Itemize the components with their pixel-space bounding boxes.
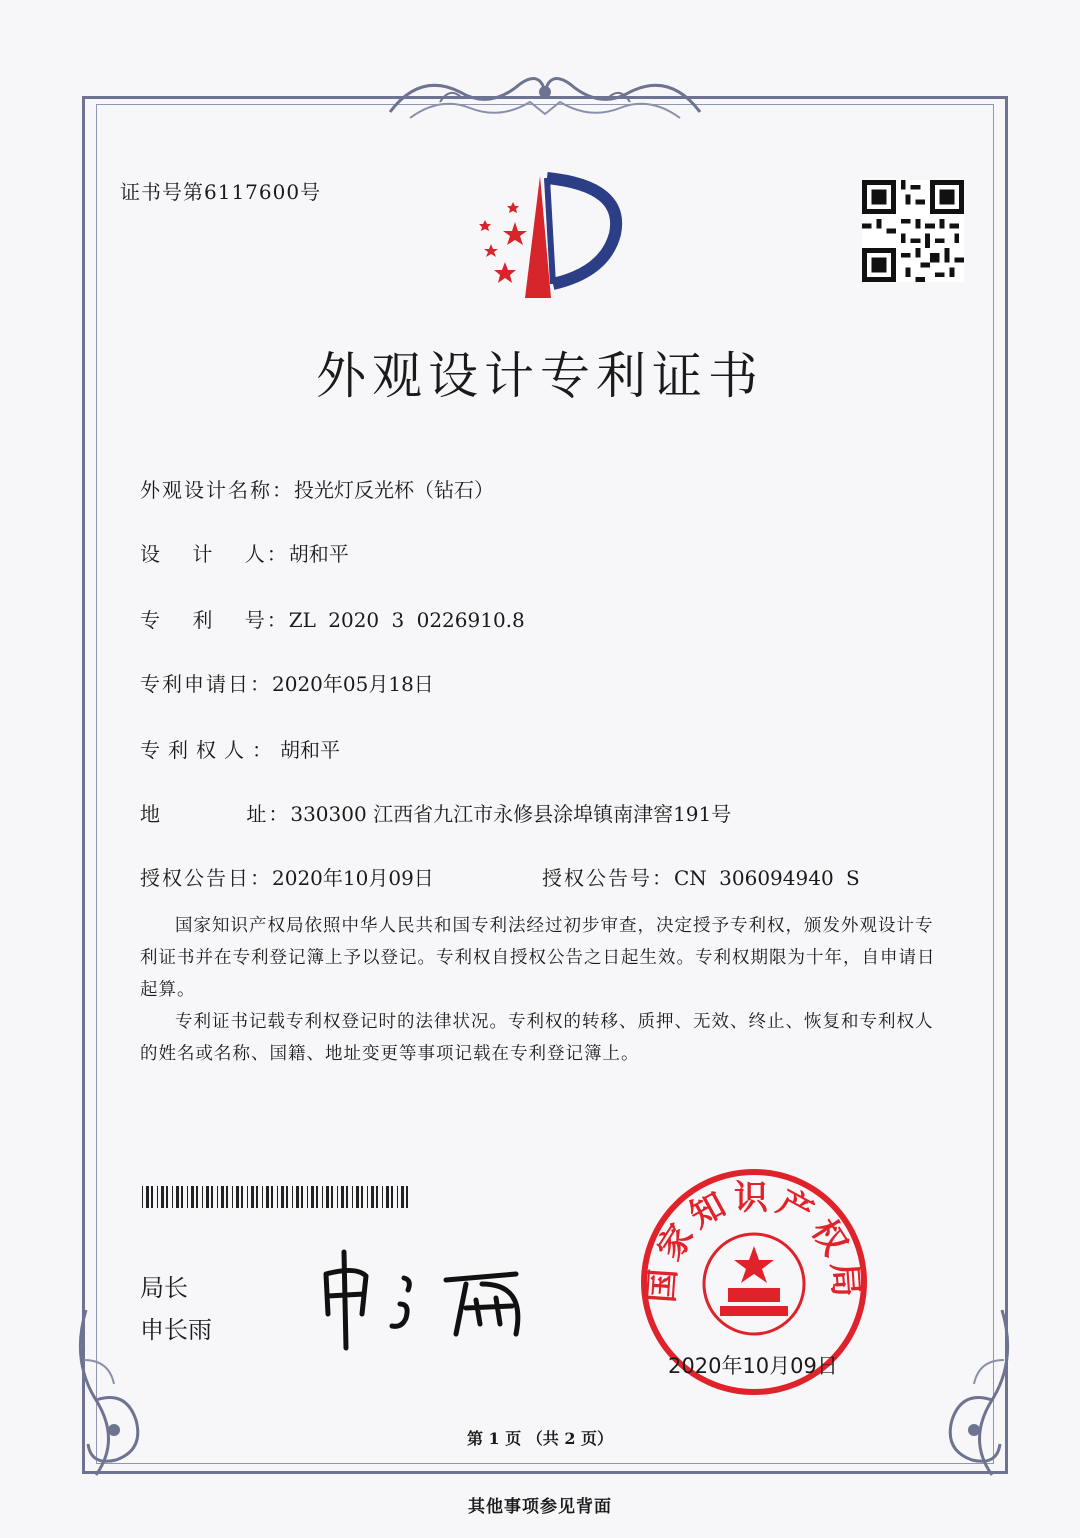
qr-code-icon	[862, 180, 964, 282]
designer-row	[140, 538, 349, 567]
grant-date-label: 授权公告日：	[140, 866, 272, 890]
director-signature	[316, 1244, 546, 1354]
certificate-title: 外观设计专利证书	[316, 347, 764, 405]
patentee-label: 专利权人：	[140, 738, 280, 762]
address-row	[140, 798, 731, 827]
design-name-label: 外观设计名称：	[140, 478, 294, 502]
design-name-row	[140, 474, 494, 503]
filing-date-label: 专利申请日：	[140, 672, 272, 696]
cnipa-logo-icon	[465, 172, 630, 302]
statement-paragraph-2: 专利证书记载专利权登记时的法律状况。专利权的转移、质押、无效、终止、恢复和专利权人的姓名或名称、国籍、地址变更等事项记载在专利登记簿上。	[140, 1012, 934, 1064]
svg-text:国家知识产权局	[642, 1178, 866, 1304]
address-label: 地 址：	[140, 802, 291, 826]
address-value: 330300 江西省九江市永修县涂埠镇南津窖191号	[290, 802, 732, 826]
grant-date-row	[140, 862, 434, 891]
footer-note: 其他事项参见背面	[468, 1497, 612, 1517]
filing-date-value: 2020年05月18日	[272, 672, 434, 696]
grant-number-label: 授权公告号：	[542, 866, 674, 890]
statement-paragraph-1: 国家知识产权局依照中华人民共和国专利法经过初步审查，决定授予专利权，颁发外观设计专利证书并在专利登记簿上予以登记。专利权自授权公告之日起生效。专利权期限为十年，自申请日起算。	[140, 916, 936, 1000]
barcode-icon	[142, 1186, 412, 1208]
designer-label: 设 计 人：	[140, 542, 289, 566]
seal-text: 国家知识产权局	[641, 1178, 867, 1305]
grant-number-row	[542, 862, 860, 891]
bottom-right-ornament	[912, 1300, 1022, 1490]
design-name-value: 投光灯反光杯（钻石）	[294, 478, 494, 502]
patent-number-row	[140, 604, 525, 633]
certificate-number: 证书号第6117600号	[120, 180, 322, 204]
designer-value: 胡和平	[288, 542, 349, 566]
patentee-row	[140, 734, 340, 763]
grant-number-value: CN 306094940 S	[674, 866, 860, 890]
director-name: 申长雨	[140, 1316, 212, 1344]
filing-date-row	[140, 668, 434, 697]
grant-date-value: 2020年10月09日	[272, 866, 434, 890]
top-ornament	[380, 62, 710, 128]
page-indicator: 第 1 页 （共 2 页）	[466, 1429, 614, 1448]
patent-number-value: ZL 2020 3 0226910.8	[288, 608, 525, 632]
patent-number-label: 专 利 号：	[140, 608, 289, 632]
seal-date: 2020年10月09日	[668, 1354, 838, 1378]
director-title: 局长	[140, 1274, 188, 1302]
patentee-value: 胡和平	[280, 738, 340, 762]
